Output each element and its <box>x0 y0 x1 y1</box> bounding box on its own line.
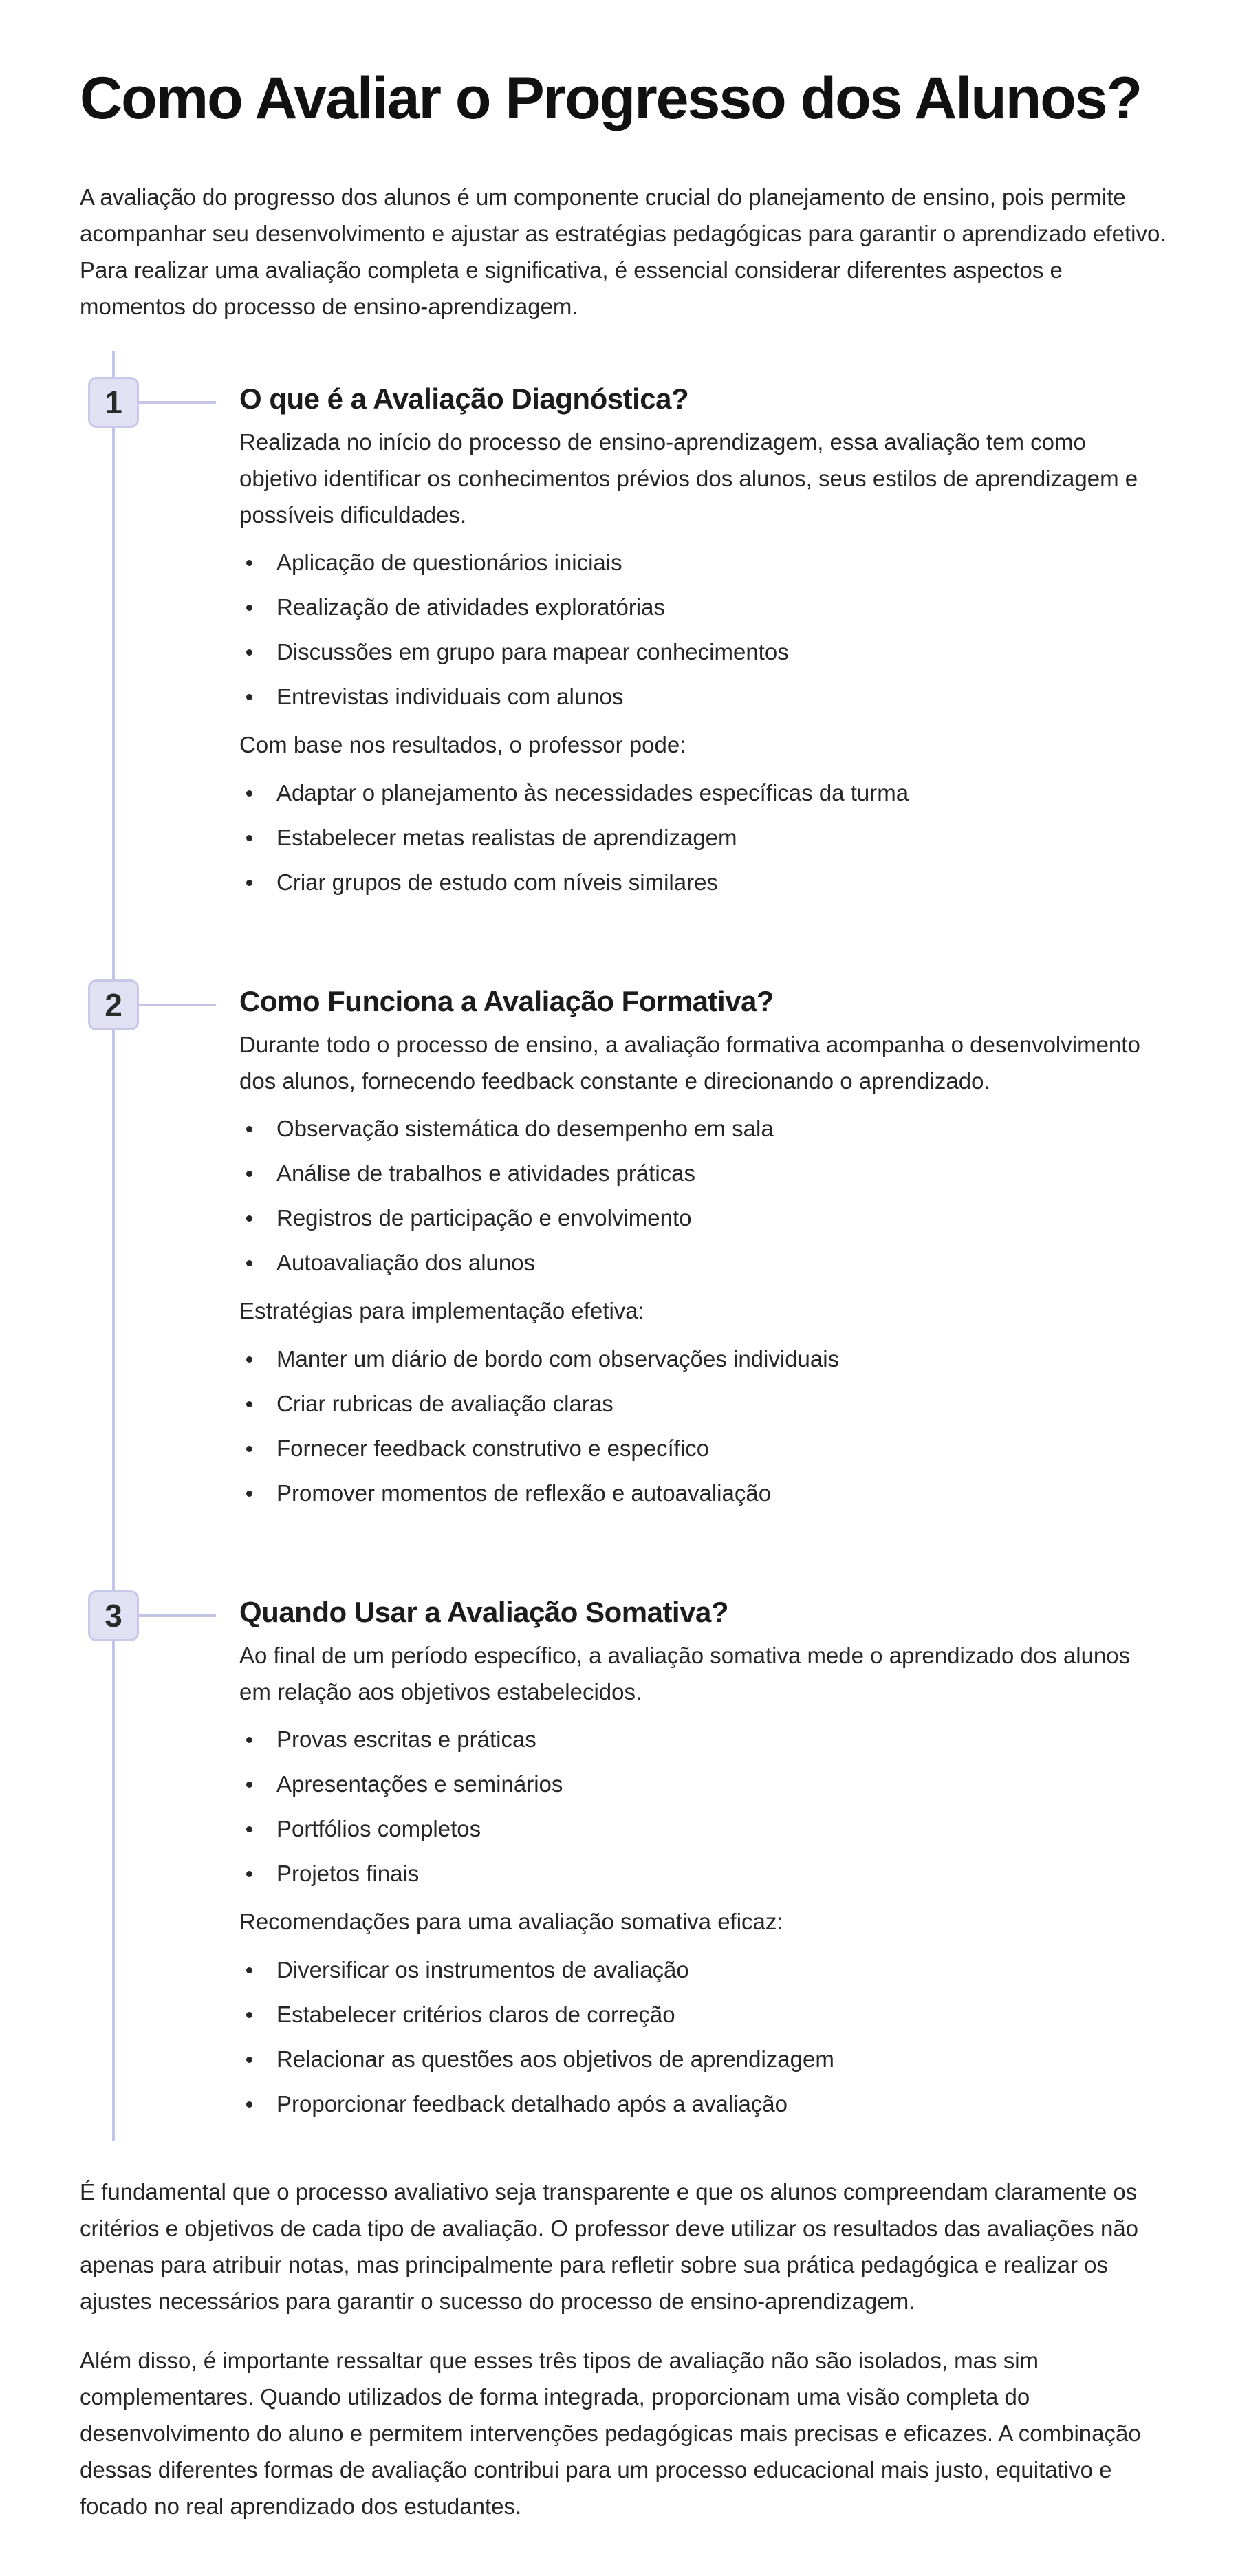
step-title: Como Funciona a Avaliação Formativa? <box>239 985 774 1017</box>
step-content <box>239 378 1168 905</box>
strategies-list <box>239 1336 1168 1515</box>
sub-intro: Com base nos resultados, o professor pode: <box>239 732 686 757</box>
list-item: Realização de atividades exploratórias <box>239 585 1168 629</box>
list-item: Promover momentos de reflexão e autoavaliação <box>239 1471 1168 1515</box>
sub-intro: Recomendações para uma avaliação somativa eficaz: <box>239 1909 783 1934</box>
step-number-badge: 1 <box>88 377 139 428</box>
step-connector <box>139 1614 216 1617</box>
list-item: Criar grupos de estudo com níveis similares <box>239 860 1168 905</box>
methods-list <box>239 1106 1168 1285</box>
list-item: Discussões em grupo para mapear conhecimentos <box>239 629 1168 674</box>
step-title: O que é a Avaliação Diagnóstica? <box>239 382 689 415</box>
list-item: Autoavaliação dos alunos <box>239 1240 1168 1285</box>
page-title: Como Avaliar o Progresso dos Alunos? <box>80 65 1142 131</box>
list-item: Aplicação de questionários iniciais <box>239 540 1168 585</box>
step-connector <box>139 401 216 404</box>
list-item: Criar rubricas de avaliação claras <box>239 1381 1168 1426</box>
list-item: Estabelecer metas realistas de aprendizagem <box>239 815 1168 860</box>
recommendations-list <box>239 1947 1168 2126</box>
step-number-badge: 2 <box>88 979 139 1030</box>
step-connector <box>139 1004 216 1006</box>
actions-list <box>239 770 1168 905</box>
conclusion-paragraph: É fundamental que o processo avaliativo seja transparente e que os alunos compreendam claramente os critérios e objetivos de cada tipo de avaliação. O professor deve utilizar os resultados das avaliações não apenas para atribuir notas, mas principalmente para refletir sobre sua prática pedagógica e realizar os ajustes necessários para garantir o sucesso do processo de ensino-aprendizagem. <box>80 2179 1139 2314</box>
list-item: Relacionar as questões aos objetivos de aprendizagem <box>239 2037 1168 2081</box>
sub-intro: Estratégias para implementação efetiva: <box>239 1298 644 1323</box>
step-content <box>239 981 1168 1515</box>
timeline-line <box>112 351 115 2141</box>
list-item: Projetos finais <box>239 1851 1168 1896</box>
step-description: Durante todo o processo de ensino, a avaliação formativa acompanha o desenvolvimento dos alunos, fornecendo feedback constante e direcionando o aprendizado. <box>239 1032 1140 1094</box>
list-item: Diversificar os instrumentos de avaliação <box>239 1947 1168 1992</box>
list-item: Manter um diário de bordo com observações individuais <box>239 1336 1168 1381</box>
step-title: Quando Usar a Avaliação Somativa? <box>239 1596 728 1628</box>
conclusion-paragraph: Além disso, é importante ressaltar que esses três tipos de avaliação não são isolados, mas sim complementares. Quando utilizados de forma integrada, proporcionam uma visão completa do desenvolvimento do aluno e permitem intervenções pedagógicas mais precisas e eficazes. A combinação dessas diferentes formas de avaliação contribui para um processo educacional mais justo, equitativo e focado no real aprendizado dos estudantes. <box>80 2348 1141 2519</box>
list-item: Adaptar o planejamento às necessidades específicas da turma <box>239 770 1168 815</box>
list-item: Registros de participação e envolvimento <box>239 1195 1168 1240</box>
step-description: Ao final de um período específico, a avaliação somativa mede o aprendizado dos alunos em relação aos objetivos estabelecidos. <box>239 1643 1131 1704</box>
list-item: Entrevistas individuais com alunos <box>239 674 1168 719</box>
list-item: Proporcionar feedback detalhado após a avaliação <box>239 2081 1168 2126</box>
list-item: Portfólios completos <box>239 1806 1168 1851</box>
list-item: Estabelecer critérios claros de correção <box>239 1992 1168 2037</box>
list-item: Observação sistemática do desempenho em sala <box>239 1106 1168 1151</box>
step-number-badge: 3 <box>88 1590 139 1641</box>
list-item: Fornecer feedback construtivo e específico <box>239 1426 1168 1471</box>
list-item: Provas escritas e práticas <box>239 1717 1168 1762</box>
intro-paragraph: A avaliação do progresso dos alunos é um componente crucial do planejamento de ensino, pois permite acompanhar seu desenvolvimento e ajustar as estratégias pedagógicas para garantir o aprendizado efetivo. Para realizar uma avaliação completa e significativa, é essencial considerar diferentes aspectos e momentos do processo de ensino-aprendizagem. <box>80 184 1166 319</box>
list-item: Apresentações e seminários <box>239 1762 1168 1806</box>
list-item: Análise de trabalhos e atividades práticas <box>239 1151 1168 1195</box>
step-description: Realizada no início do processo de ensino-aprendizagem, essa avaliação tem como objetivo identificar os conhecimentos prévios dos alunos, seus estilos de aprendizagem e possíveis dificuldades. <box>239 429 1138 528</box>
methods-list <box>239 540 1168 719</box>
step-content <box>239 1592 1168 2126</box>
methods-list <box>239 1717 1168 1896</box>
